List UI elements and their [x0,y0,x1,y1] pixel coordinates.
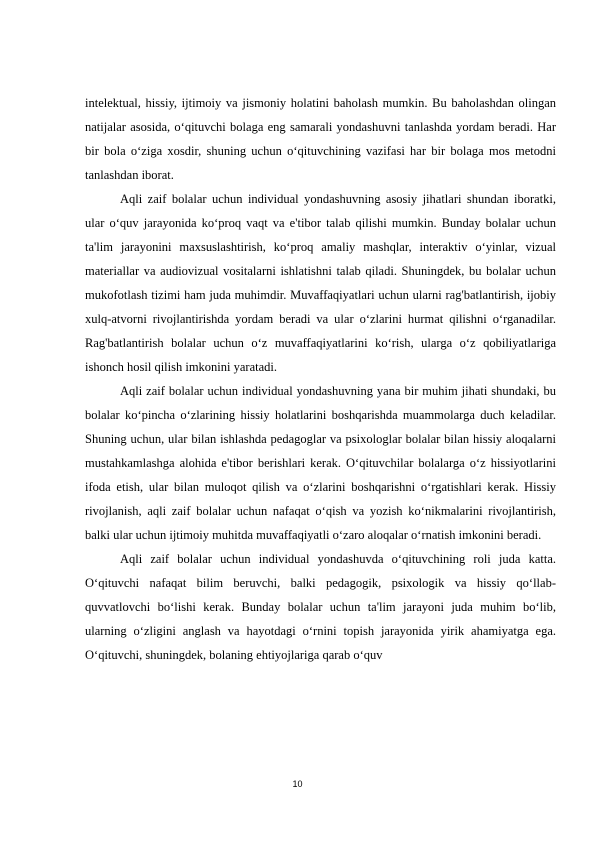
body-text [85,91,556,667]
paragraph-2: Aqli zaif bolalar uchun individual yondashuvning asosiy jihatlari shundan iboratki, ular o‘quv jarayonida ko‘proq vaqt va e'tibor talab qilishi mumkin. Bunday bolalar uchun ta'lim jarayonini maxsuslashtirish, ko‘proq amaliy mashqlar, interaktiv o‘yinlar, vizual materiallar va audiovizual vositalarni ishlatishni talab qiladi. Shuningdek, bu bolalar uchun mukofotlash tizimi ham juda muhimdir. Muvaffaqiyatlari uchun ularni rag'batlantirish, ijobiy xulq-atvorni rivojlantirishda yordam beradi va ular o‘zlarini hurmat qilishni o‘rganadilar. Rag'batlantirish bolalar uchun o‘z muvaffaqiyatlarini ko‘rish, ularga o‘z qobiliyatlariga ishonch hosil qilish imkonini yaratadi. [85,192,556,374]
paragraph-3: Aqli zaif bolalar uchun individual yondashuvning yana bir muhim jihati shundaki, bu bolalar ko‘pincha o‘zlarining hissiy holatlarini boshqarishda muammolarga duch keladilar. Shuning uchun, ular bilan ishlashda pedagoglar va psixologlar bolalar bilan hissiy aloqalarni mustahkamlashga alohida e'tibor berishlari kerak. O‘qituvchilar bolalarga o‘z hissiyotlarini ifoda etish, ular bilan muloqot qilish va o‘zlarini boshqarishni o‘rgatishlari kerak. Hissiy rivojlanish, aqli zaif bolalar uchun nafaqat o‘qish va yozish ko‘nikmalarini rivojlantirish, balki ular uchun ijtimoiy muhitda muvaffaqiyatli o‘zaro aloqalar o‘rnatish imkonini beradi. [85,384,556,542]
paragraph-1: intelektual, hissiy, ijtimoiy va jismoniy holatini baholash mumkin. Bu baholashdan olingan natijalar asosida, o‘qituvchi bolaga eng samarali yondashuvni tanlashda yordam beradi. Har bir bola o‘ziga xosdir, shuning uchun o‘qituvchining vazifasi har bir bolaga mos metodni tanlashdan iborat. [85,96,556,182]
page-number: 10 [292,779,303,789]
paragraph-4: Aqli zaif bolalar uchun individual yondashuvda o‘qituvchining roli juda katta. O‘qituvchi nafaqat bilim beruvchi, balki pedagogik, psixologik va hissiy qo‘llab-quvvatlovchi bo‘lishi kerak. Bunday bolalar uchun ta'lim jarayoni juda muhim bo‘lib, ularning o‘zligini anglash va hayotdagi o‘rnini topish jarayonida yirik ahamiyatga ega. O‘qituvchi, shuningdek, bolaning ehtiyojlariga qarab o‘quv [85,552,556,662]
